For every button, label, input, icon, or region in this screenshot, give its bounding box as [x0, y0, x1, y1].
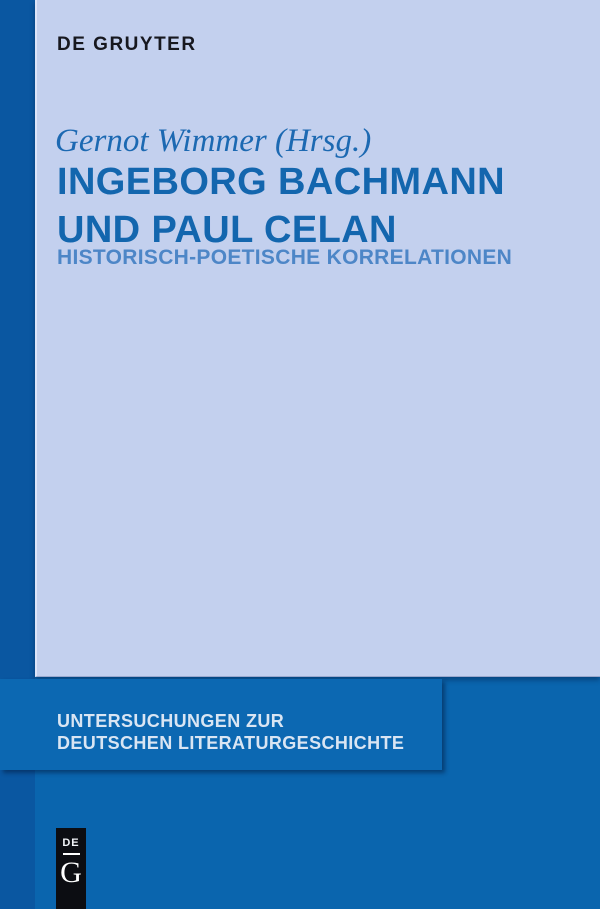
logo-g-text: G: [60, 856, 82, 889]
series-band: [0, 679, 442, 770]
spine-stripe: [0, 0, 35, 909]
cover-panel: [35, 0, 600, 677]
series-line-1: UNTERSUCHUNGEN ZUR: [57, 711, 285, 731]
title-line-1: INGEBORG BACHMANN: [57, 161, 506, 203]
series-line-2: DEUTSCHEN LITERATURGESCHICHTE: [57, 733, 405, 753]
book-title: [57, 158, 505, 254]
logo-de-text: DE: [62, 837, 80, 849]
author-line: Gernot Wimmer (Hrsg.): [55, 123, 372, 159]
publisher-wordmark: DE GRUYTER: [57, 34, 197, 55]
book-subtitle: HISTORISCH-POETISCHE KORRELATIONEN: [57, 246, 513, 269]
de-gruyter-logo: [56, 828, 86, 909]
title-line-2: UND PAUL CELAN: [57, 209, 397, 251]
logo-divider-rule: [63, 853, 80, 855]
